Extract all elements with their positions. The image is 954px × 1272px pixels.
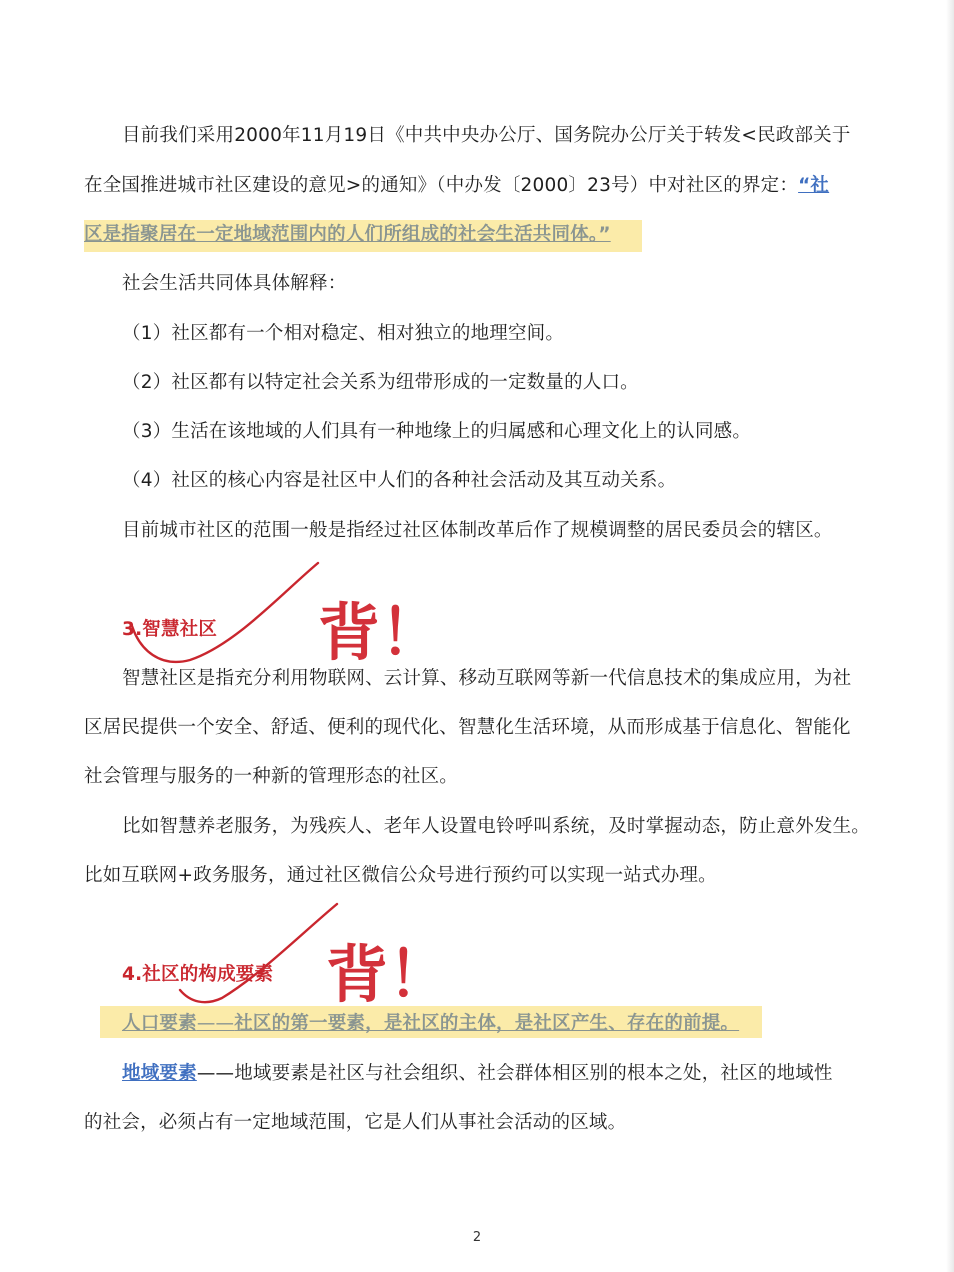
- section3-line1: 智慧社区是指充分利用物联网、云计算、移动互联网等新一代信息技术的集成应用，为社: [122, 668, 852, 689]
- population-label: 人口要素: [122, 1013, 197, 1034]
- para1-line1: 目前我们采用2000年11月19日《中共中央办公厅、国务院办公厅关于转发<民政部关于: [122, 125, 851, 146]
- section4-title: 4.社区的构成要素: [122, 964, 274, 985]
- page-number: 2: [472, 1230, 482, 1245]
- explain-item-3: （3）生活在该地域的人们具有一种地缘上的归属感和心理文化上的认同感。: [122, 421, 752, 442]
- explain-item-4: （4）社区的核心内容是社区中人们的各种社会活动及其互动关系。: [122, 470, 677, 491]
- handwritten-note-section3: 背！: [318, 596, 443, 669]
- section3-example1: 比如智慧养老服务，为残疾人、老年人设置电铃呼叫系统，及时掌握动态，防止意外发生。: [122, 816, 871, 837]
- para1-line2-text: 在全国推进城市社区建设的意见>的通知》（中办发〔2000〕23号）中对社区的界定：: [84, 175, 799, 196]
- range-text: 目前城市社区的范围一般是指经过社区体制改革后作了规模调整的居民委员会的辖区。: [122, 520, 833, 541]
- section3-line3: 社会管理与服务的一种新的管理形态的社区。: [84, 766, 459, 787]
- handwritten-note-section4: 背！: [326, 938, 451, 1011]
- explain-item-2: （2）社区都有以特定社会关系为纽带形成的一定数量的人口。: [122, 372, 639, 393]
- definition-quote: 区是指聚居在一定地域范围内的人们所组成的社会生活共同体。”: [84, 224, 611, 245]
- section3-line2: 区居民提供一个安全、舒适、便利的现代化、智慧化生活环境，从而形成基于信息化、智能化: [84, 717, 851, 738]
- population-text: 社区的第一要素，是社区的主体，是社区产生、存在的前提。: [234, 1013, 740, 1034]
- population-dash: ——: [196, 1013, 235, 1034]
- explain-heading: 社会生活共同体具体解释：: [122, 273, 347, 294]
- section3-example2: 比如互联网+政务服务，通过社区微信公众号进行预约可以实现一站式办理。: [84, 865, 717, 886]
- region-text: ——地域要素是社区与社会组织、社会群体相区别的根本之处，社区的地域性: [196, 1063, 833, 1084]
- section3-title: 3.智慧社区: [122, 619, 218, 640]
- region-line2: 的社会，必须占有一定地域范围，它是人们从事社会活动的区域。: [84, 1112, 627, 1133]
- checkmark-section4: [180, 904, 337, 1002]
- checkmark-section3: [132, 563, 318, 662]
- region-label: 地域要素: [122, 1063, 197, 1084]
- definition-quote-start: “社: [798, 175, 830, 196]
- explain-item-1: （1）社区都有一个相对稳定、相对独立的地理空间。: [122, 323, 565, 344]
